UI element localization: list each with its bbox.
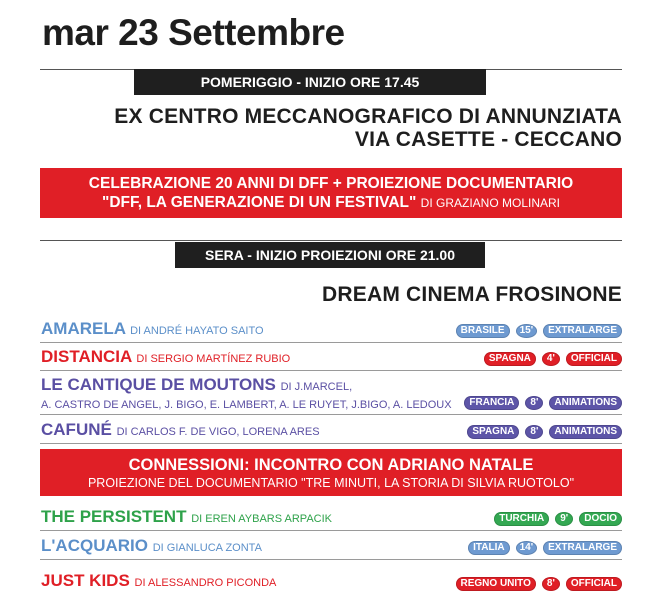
evening-time-label: SERA - INIZIO PROIEZIONI ORE 21.00 xyxy=(205,247,455,263)
country-badge: BRASILE xyxy=(456,324,510,338)
country-badge: SPAGNA xyxy=(467,425,519,439)
film-tags xyxy=(484,352,622,366)
film-row xyxy=(40,506,622,531)
section-badge: DOCIO xyxy=(579,512,622,526)
film-row xyxy=(40,318,622,343)
film-title: JUST KIDS DI ALESSANDRO PICONDA xyxy=(41,571,277,590)
section-badge: ANIMATIONS xyxy=(549,425,622,439)
film-row xyxy=(40,419,622,444)
film-director: DI GIANLUCA ZONTA xyxy=(152,542,262,554)
event-date: mar 23 Settembre xyxy=(42,12,345,53)
documentary-title: "DFF, LA GENERAZIONE DI UN FESTIVAL" xyxy=(101,194,417,211)
afternoon-venue xyxy=(114,105,622,151)
film-tags xyxy=(468,541,622,555)
film-row xyxy=(40,346,622,371)
celebration-banner xyxy=(40,168,622,218)
film-director: DI CARLOS F. DE VIGO, LORENA ARES xyxy=(116,426,320,438)
country-badge: TURCHIA xyxy=(494,512,549,526)
film-tags xyxy=(456,577,623,591)
country-badge: REGNO UNITO xyxy=(456,577,536,591)
film-row xyxy=(40,535,622,560)
country-badge: ITALIA xyxy=(468,541,509,555)
film-tags xyxy=(467,425,622,439)
film-title: L'ACQUARIO DI GIANLUCA ZONTA xyxy=(41,536,262,555)
evening-venue xyxy=(322,283,622,306)
afternoon-time-bar xyxy=(134,69,486,95)
duration-badge: 8' xyxy=(525,396,543,410)
documentary-director: DI GRAZIANO MOLINARI xyxy=(420,196,561,210)
film-title: DISTANCIA DI SERGIO MARTÍNEZ RUBIO xyxy=(41,347,291,366)
film-director-continued: A. CASTRO DE ANGEL, J. BIGO, E. LAMBERT, A. LE RUYET, J.BIGO, A. LEDOUX xyxy=(41,399,452,411)
film-title: AMARELA DI ANDRÉ HAYATO SAITO xyxy=(41,319,264,338)
duration-badge: 15' xyxy=(516,324,538,338)
film-director: DI J.MARCEL, xyxy=(280,381,353,393)
film-title: CAFUNÉ DI CARLOS F. DE VIGO, LORENA ARES xyxy=(41,420,320,439)
film-tags xyxy=(456,324,622,338)
film-director: DI ALESSANDRO PICONDA xyxy=(134,577,277,589)
venue-address: VIA CASETTE - CECCANO xyxy=(354,128,622,151)
film-tags xyxy=(494,512,622,526)
film-director: DI SERGIO MARTÍNEZ RUBIO xyxy=(136,353,291,365)
duration-badge: 14' xyxy=(516,541,538,555)
section-badge: EXTRALARGE xyxy=(543,324,622,338)
duration-badge: 8' xyxy=(525,425,543,439)
film-title: THE PERSISTENT DI EREN AYBARS ARPACIK xyxy=(41,507,333,526)
afternoon-time-label: POMERIGGIO - INIZIO ORE 17.45 xyxy=(200,74,420,90)
film-director: DI ANDRÉ HAYATO SAITO xyxy=(130,325,264,337)
section-badge: OFFICIAL xyxy=(566,352,622,366)
evening-time-bar xyxy=(175,242,485,268)
duration-badge: 9' xyxy=(555,512,573,526)
section-badge: EXTRALARGE xyxy=(543,541,622,555)
divider xyxy=(40,240,622,241)
section-badge: ANIMATIONS xyxy=(549,396,622,410)
cinema-name: DREAM CINEMA FROSINONE xyxy=(322,283,622,306)
country-badge: FRANCIA xyxy=(464,396,519,410)
celebration-title: CELEBRAZIONE 20 ANNI DI DFF + PROIEZIONE DOCUMENTARIO xyxy=(88,175,574,192)
duration-badge: 4' xyxy=(542,352,560,366)
film-title: LE CANTIQUE DE MOUTONS DI J.MARCEL, xyxy=(41,375,353,394)
connessioni-banner xyxy=(40,449,622,496)
venue-name: EX CENTRO MECCANOGRAFICO DI ANNUNZIATA xyxy=(114,105,622,128)
celebration-subtitle xyxy=(40,193,622,213)
duration-badge: 8' xyxy=(542,577,560,591)
film-row xyxy=(40,563,622,590)
country-badge: SPAGNA xyxy=(484,352,536,366)
film-row xyxy=(40,375,622,415)
film-tags xyxy=(464,396,622,410)
connessioni-title: CONNESSIONI: INCONTRO CON ADRIANO NATALE xyxy=(128,456,534,474)
film-director: DI EREN AYBARS ARPACIK xyxy=(191,513,333,525)
section-badge: OFFICIAL xyxy=(566,577,622,591)
connessioni-subtitle: PROIEZIONE DEL DOCUMENTARIO "TRE MINUTI, LA STORIA DI SILVIA RUOTOLO" xyxy=(87,476,575,490)
